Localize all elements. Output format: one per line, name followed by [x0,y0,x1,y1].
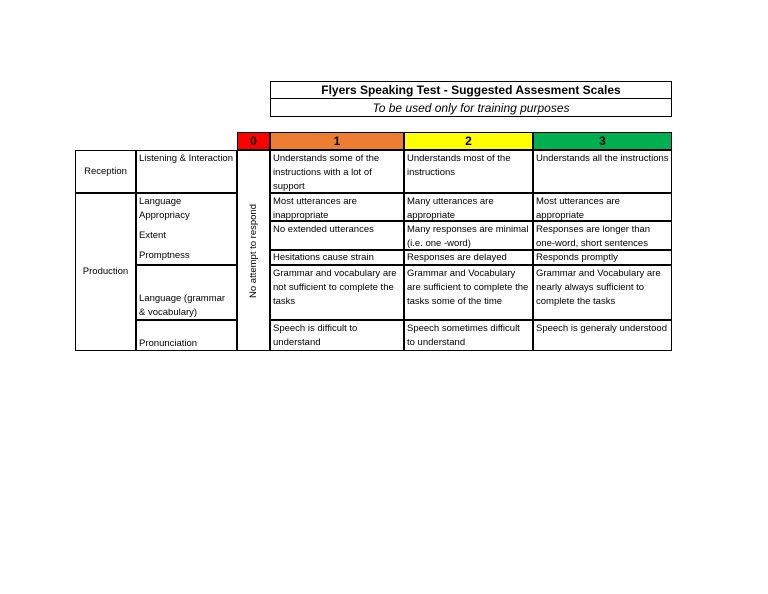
descriptor-promptness-1: Hesitations cause strain [270,250,404,265]
section-production-label: Production [82,266,129,277]
descriptor-pronunciation-2: Speech sometimes difficult to understand [404,320,533,351]
criterion-language-group [136,193,237,265]
descriptor-grammar-2: Grammar and Vocabulary are sufficient to complete the tasks some of the time [404,265,533,320]
descriptor-pronunciation-3: Speech is generaly understood [533,320,672,351]
descriptor-promptness-2: Responses are delayed [404,250,533,265]
descriptor-listening-2: Understands most of the instructions [404,150,533,193]
criterion-pronunciation: Pronunciation [136,320,237,351]
criterion-appropriacy: Appropriacy [139,210,190,221]
score-header-3: 3 [533,132,672,150]
score-header-0: 0 [237,132,270,150]
criterion-listening: Listening & Interaction [136,150,237,193]
descriptor-appropriacy-2: Many utterances are appropriate [404,193,533,221]
criterion-extent: Extent [139,230,166,241]
descriptor-listening-3: Understands all the instructions [533,150,672,193]
section-reception-label: Reception [84,165,127,177]
descriptor-pronunciation-1: Speech is difficult to understand [270,320,404,351]
descriptor-grammar-1: Grammar and vocabulary are not sufficient to complete the tasks [270,265,404,320]
criterion-promptness: Promptness [139,250,190,261]
descriptor-grammar-3: Grammar and Vocabulary are nearly always sufficient to complete the tasks [533,265,672,320]
descriptor-extent-1: No extended utterances [270,221,404,250]
descriptor-extent-2: Many responses are minimal (i.e. one -word) [404,221,533,250]
page-title: Flyers Speaking Test - Suggested Assesment Scales [270,81,672,99]
no-attempt-cell [237,150,270,351]
descriptor-extent-3: Responses are longer than one-word, short sentences [533,221,672,250]
descriptor-listening-1: Understands some of the instructions with a lot of support [270,150,404,193]
section-reception [75,150,136,193]
descriptor-appropriacy-3: Most utterances are appropriate [533,193,672,221]
criterion-language: Language [139,196,182,207]
section-production [75,193,136,351]
descriptor-appropriacy-1: Most utterances are inappropriate [270,193,404,221]
no-attempt-label: No attempt to respond [247,203,259,298]
descriptor-promptness-3: Responds promptly [533,250,672,265]
score-header-2: 2 [404,132,533,150]
criterion-grammar: Language (grammar & vocabulary) [136,265,237,320]
page-subtitle: To be used only for training purposes [270,98,672,117]
score-header-1: 1 [270,132,404,150]
